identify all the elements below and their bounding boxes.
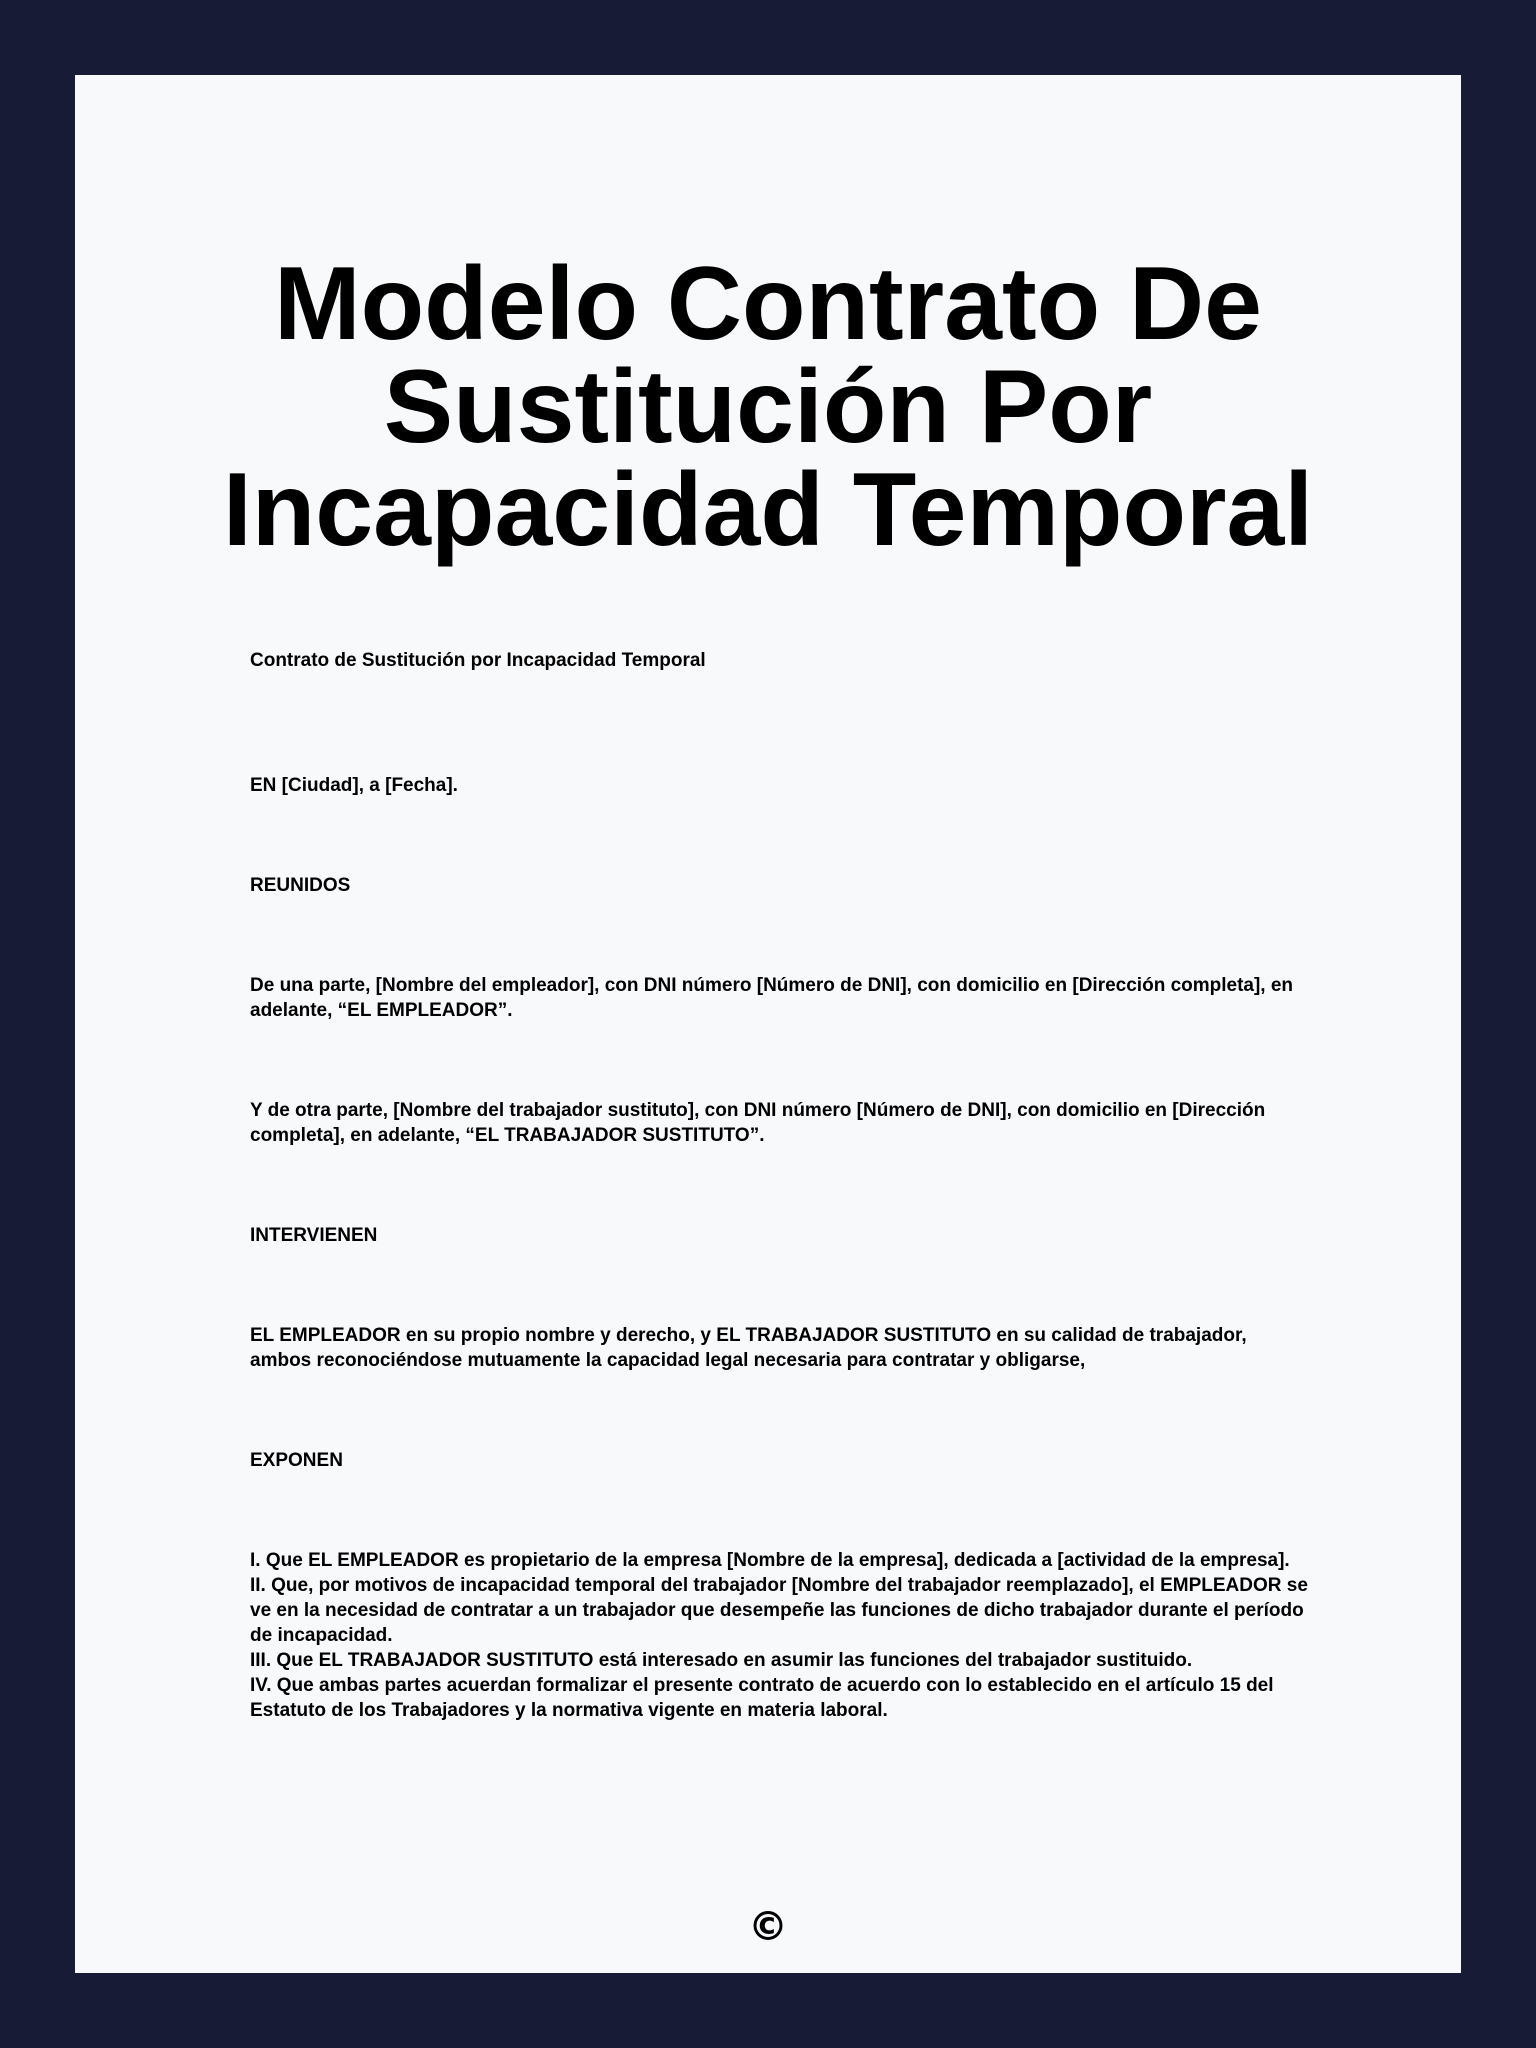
- exponen-item: IV. Que ambas partes acuerdan formalizar el presente contrato de acuerdo con lo establecido en el artículo 15 del Estatuto de los Trabajadores y la normativa vigente en materia laboral.: [250, 1675, 1274, 1721]
- document-subtitle: Contrato de Sustitución por Incapacidad Temporal: [250, 650, 706, 671]
- exponen-heading: EXPONEN: [250, 1450, 343, 1471]
- copyright-icon: ©: [748, 1904, 788, 1950]
- party-employer-paragraph: De una parte, [Nombre del empleador], con DNI número [Número de DNI], con domicilio en [Dirección completa], en adelante, “EL EMPLEADOR”.: [250, 975, 1294, 1021]
- place-date: EN [Ciudad], a [Fecha].: [250, 775, 458, 796]
- exponen-item: II. Que, por motivos de incapacidad temporal del trabajador [Nombre del trabajador reemplazado], el EMPLEADOR se ve en la necesidad de contratar a un trabajador que desempeñe las funciones de dicho trabajador durante el período de incapacidad.: [250, 1575, 1308, 1646]
- document-title: Modelo Contrato De Sustitución Por Incapacidad Temporal: [222, 246, 1314, 568]
- intervienen-heading: INTERVIENEN: [250, 1225, 378, 1246]
- reunidos-heading: REUNIDOS: [250, 875, 351, 896]
- document-body: [250, 648, 1310, 1723]
- exponen-item: III. Que EL TRABAJADOR SUSTITUTO está interesado en asumir las funciones del trabajador sustituido.: [250, 1650, 1193, 1671]
- intervienen-paragraph: EL EMPLEADOR en su propio nombre y derecho, y EL TRABAJADOR SUSTITUTO en su calidad de trabajador, ambos reconociéndose mutuamente la capacidad legal necesaria para contratar y obligarse,: [250, 1325, 1247, 1371]
- document-page: [75, 75, 1461, 1973]
- exponen-item: I. Que EL EMPLEADOR es propietario de la empresa [Nombre de la empresa], dedicada a [actividad de la empresa].: [250, 1550, 1290, 1571]
- exponen-list: [250, 1548, 1310, 1723]
- party-worker-paragraph: Y de otra parte, [Nombre del trabajador sustituto], con DNI número [Número de DNI], con domicilio en [Dirección completa], en adelante, “EL TRABAJADOR SUSTITUTO”.: [250, 1100, 1266, 1146]
